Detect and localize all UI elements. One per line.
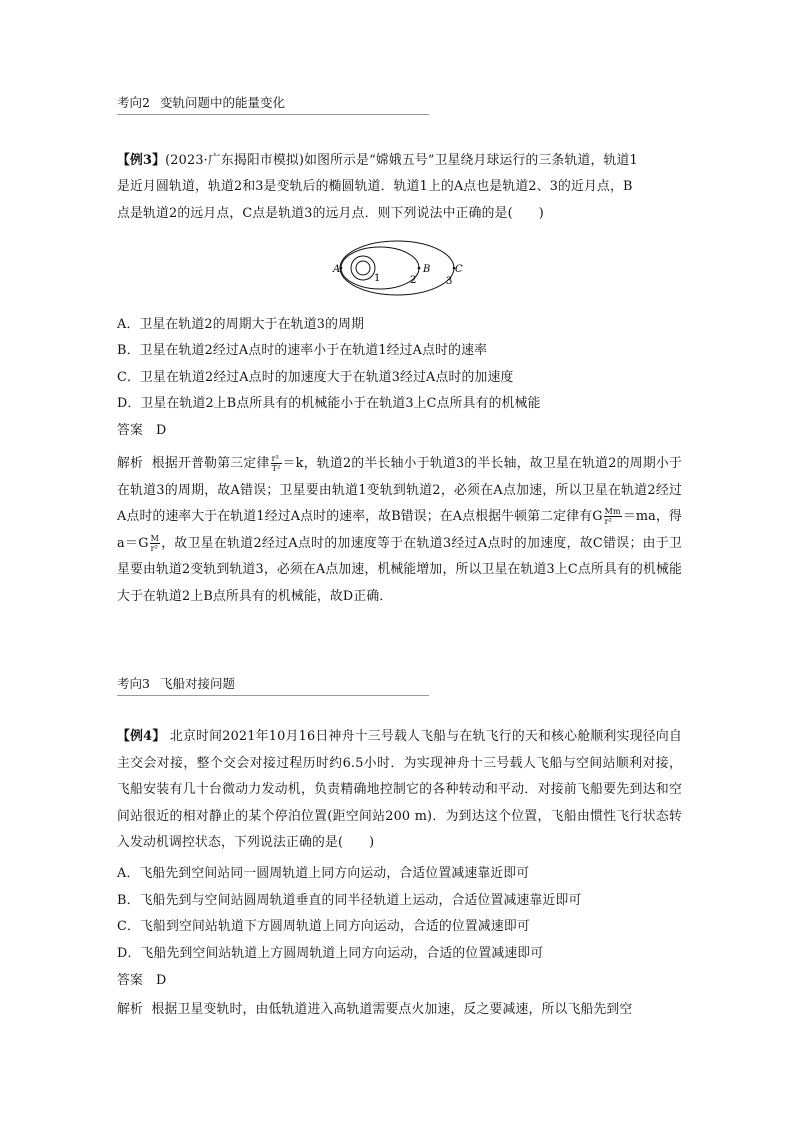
- example4-tag: 【例4】: [117, 729, 166, 744]
- example4-option-b: B．飞船先到与空间站圆周轨道垂直的同半径轨道上运动，合适位置减速靠近即可: [117, 893, 582, 908]
- moon-circle: [356, 261, 370, 275]
- example3-option-a: A．卫星在轨道2的周期大于在轨道3的周期: [117, 317, 365, 332]
- analysis-text-3: ＝ma，得a＝G: [117, 509, 683, 551]
- section-heading-2: [117, 94, 429, 115]
- section-heading-3: [117, 675, 429, 696]
- fraction-numerator: r³: [271, 454, 282, 464]
- analysis-label: 解析: [117, 1002, 143, 1017]
- gravity-fraction: [604, 507, 622, 526]
- example3-stem-line1: [117, 152, 638, 170]
- example3-stem-text: (2023·广东揭阳市模拟)如图所示是“嫦娥五号”卫星绕月球运行的三条轨道，轨道1: [165, 153, 638, 168]
- kepler-fraction: [271, 454, 282, 473]
- example3-tag: 【例3】: [117, 153, 166, 168]
- section-title: 飞船对接问题: [159, 676, 235, 691]
- analysis-label: 解析: [117, 456, 144, 471]
- orbit-diagram: [333, 238, 467, 300]
- fraction-numerator: Mm: [604, 507, 621, 516]
- example3-stem-line2: 是近月圆轨道，轨道2和3是变轨后的椭圆轨道．轨道1上的A点也是轨道2、3的近月点，B: [117, 179, 633, 194]
- orbit-2-label: 2: [410, 275, 417, 286]
- example4-answer: 答案 D: [117, 973, 167, 988]
- example4-option-d: D．飞船先到空间站轨道上方圆周轨道上同方向运动，合适的位置减速即可: [117, 946, 544, 961]
- analysis-text-4: ，故卫星在轨道2经过A点时的加速度等于在轨道3经过A点时的加速度，故C错误；由于卫星要由轨道2变轨到轨道3，必须在A点加速，机械能增加，所以卫星在轨道3上C点所具有的机械能大于在轨道2上B点所具有的机械能，故D正确．: [117, 535, 683, 604]
- fraction-denominator: r²: [150, 543, 159, 553]
- section-title: 变轨问题中的能量变化: [159, 95, 285, 110]
- example4-stem-text: 北京时间2021年10月16日神舟十三号载人飞船与在轨飞行的天和核心舱顺利实现径向自主交会对接，整个交会对接过程历时约6.5小时．为实现神舟十三号载人飞船与空间站顺利对接，飞船安装有几十台微动力发动机，负责精确地控制它的各种转动和平动．对接前飞船要先到达和空间站很近的相对静止的某个停泊位置(距空间站200 m)．为到达这个位置，飞船由惯性飞行状态转入发动机调控状态，下列说法正确的是( ): [117, 729, 682, 850]
- analysis-text-1: 根据开普勒第三定律: [151, 456, 270, 471]
- example4-option-a: A．飞船先到空间站同一圆周轨道上同方向运动，合适位置减速靠近即可: [117, 866, 530, 881]
- example3-analysis: [117, 451, 682, 610]
- acceleration-fraction: [150, 534, 160, 553]
- orbit-3-label: 3: [446, 276, 453, 287]
- example3-option-c: C．卫星在轨道2经过A点时的加速度大于在轨道3经过A点时的加速度: [117, 370, 514, 385]
- example4-option-c: C．飞船到空间站轨道下方圆周轨道上同方向运动，合适的位置减速即可: [117, 919, 530, 934]
- section-number: 考向2: [117, 95, 150, 110]
- example3-stem-line3: 点是轨道2的远月点，C点是轨道3的远月点．则下列说法中正确的是( ): [117, 206, 544, 221]
- example4-stem: [117, 724, 682, 857]
- fraction-numerator: M: [150, 533, 160, 543]
- point-b-label: B: [423, 264, 431, 275]
- section-number: 考向3: [117, 676, 150, 691]
- fraction-denominator: T²: [271, 464, 281, 473]
- fraction-denominator: r²: [604, 517, 613, 526]
- example3-option-b: B．卫星在轨道2经过A点时的速率小于在轨道1经过A点时的速率: [117, 343, 488, 358]
- analysis-text: 根据卫星变轨时，由低轨道进入高轨道需要点火加速，反之要减速，所以飞船先到空: [151, 1002, 633, 1017]
- point-c-label: C: [455, 264, 463, 275]
- example3-answer: 答案 D: [117, 423, 167, 438]
- orbit-1-label: 1: [374, 273, 381, 284]
- orbit-1-circle: [351, 256, 375, 280]
- point-a-label: A: [333, 264, 341, 275]
- example3-option-d: D．卫星在轨道2上B点所具有的机械能小于在轨道3上C点所具有的机械能: [117, 396, 541, 411]
- example4-analysis: [117, 1001, 632, 1019]
- analysis-text-2: ＝k，轨道2的半长轴小于轨道3的半长轴，故卫星在轨道2的周期小于在轨道3的周期，故A错误；卫星要由轨道1变轨到轨道2，必须在A点加速，所以卫星在轨道2经过A点时的速率大于在轨道1经过A点时的速率，故B错误；在A点根据牛顿第二定律有G: [117, 456, 682, 524]
- point-b-dot: [418, 267, 421, 270]
